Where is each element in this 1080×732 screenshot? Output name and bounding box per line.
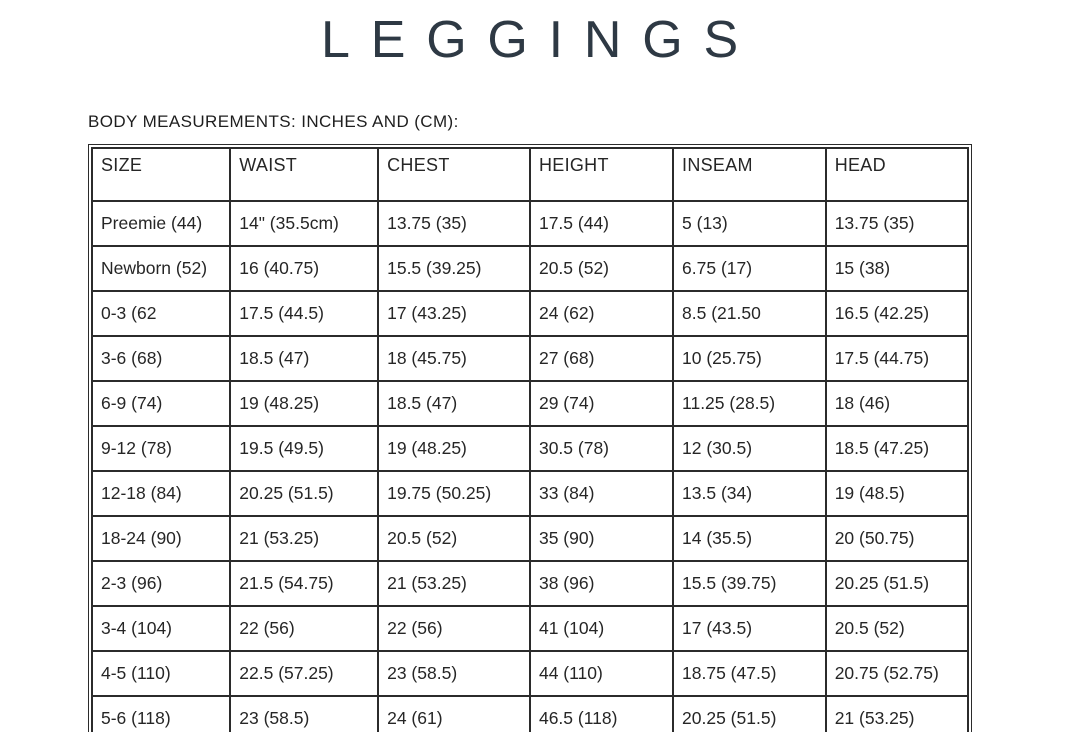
table-cell: 20.25 (51.5)	[673, 696, 826, 732]
table-row	[92, 471, 968, 516]
table-cell: 12 (30.5)	[673, 426, 826, 471]
table-cell: 17.5 (44)	[530, 201, 673, 246]
table-cell: Preemie (44)	[92, 201, 230, 246]
table-cell: 24 (62)	[530, 291, 673, 336]
table-cell: 21 (53.25)	[826, 696, 968, 732]
table-cell: 20.5 (52)	[378, 516, 530, 561]
table-cell: 2-3 (96)	[92, 561, 230, 606]
table-cell: 18 (46)	[826, 381, 968, 426]
table-cell: 21 (53.25)	[378, 561, 530, 606]
table-cell: 20.5 (52)	[826, 606, 968, 651]
table-cell: 18 (45.75)	[378, 336, 530, 381]
table-cell: 19 (48.5)	[826, 471, 968, 516]
table-cell: 30.5 (78)	[530, 426, 673, 471]
column-header: HEIGHT	[530, 148, 673, 201]
table-cell: 21 (53.25)	[230, 516, 378, 561]
table-row	[92, 336, 968, 381]
size-table-head	[92, 148, 968, 201]
table-cell: 21.5 (54.75)	[230, 561, 378, 606]
table-cell: 20.75 (52.75)	[826, 651, 968, 696]
table-cell: 8.5 (21.50	[673, 291, 826, 336]
table-cell: 33 (84)	[530, 471, 673, 516]
table-cell: 6.75 (17)	[673, 246, 826, 291]
table-row	[92, 516, 968, 561]
table-row	[92, 696, 968, 732]
table-row	[92, 291, 968, 336]
table-cell: 17 (43.25)	[378, 291, 530, 336]
table-cell: 22 (56)	[378, 606, 530, 651]
size-table-head-row	[92, 148, 968, 201]
table-cell: 16.5 (42.25)	[826, 291, 968, 336]
table-cell: 46.5 (118)	[530, 696, 673, 732]
table-cell: 0-3 (62	[92, 291, 230, 336]
table-cell: 10 (25.75)	[673, 336, 826, 381]
table-row	[92, 651, 968, 696]
size-table-outer-border	[88, 144, 972, 732]
table-cell: 20.25 (51.5)	[230, 471, 378, 516]
table-cell: 18.5 (47)	[230, 336, 378, 381]
table-cell: 18.5 (47)	[378, 381, 530, 426]
table-row	[92, 246, 968, 291]
table-cell: 35 (90)	[530, 516, 673, 561]
table-cell: 13.75 (35)	[378, 201, 530, 246]
table-cell: 18.75 (47.5)	[673, 651, 826, 696]
table-cell: 24 (61)	[378, 696, 530, 732]
table-row	[92, 201, 968, 246]
table-cell: 27 (68)	[530, 336, 673, 381]
table-cell: 19 (48.25)	[230, 381, 378, 426]
table-cell: 17 (43.5)	[673, 606, 826, 651]
table-cell: Newborn (52)	[92, 246, 230, 291]
column-header: WAIST	[230, 148, 378, 201]
table-cell: 19.5 (49.5)	[230, 426, 378, 471]
table-cell: 44 (110)	[530, 651, 673, 696]
table-cell: 4-5 (110)	[92, 651, 230, 696]
table-cell: 18.5 (47.25)	[826, 426, 968, 471]
table-cell: 15.5 (39.75)	[673, 561, 826, 606]
column-header: INSEAM	[673, 148, 826, 201]
column-header: SIZE	[92, 148, 230, 201]
table-cell: 18-24 (90)	[92, 516, 230, 561]
table-cell: 5-6 (118)	[92, 696, 230, 732]
table-cell: 23 (58.5)	[378, 651, 530, 696]
column-header: CHEST	[378, 148, 530, 201]
page-title: LEGGINGS	[320, 11, 760, 69]
table-cell: 20.5 (52)	[530, 246, 673, 291]
table-row	[92, 381, 968, 426]
size-table-body	[92, 201, 968, 732]
table-cell: 3-6 (68)	[92, 336, 230, 381]
table-cell: 14 (35.5)	[673, 516, 826, 561]
table-cell: 17.5 (44.75)	[826, 336, 968, 381]
column-header: HEAD	[826, 148, 968, 201]
table-cell: 38 (96)	[530, 561, 673, 606]
table-cell: 13.75 (35)	[826, 201, 968, 246]
table-cell: 19.75 (50.25)	[378, 471, 530, 516]
table-cell: 16 (40.75)	[230, 246, 378, 291]
table-cell: 19 (48.25)	[378, 426, 530, 471]
table-cell: 3-4 (104)	[92, 606, 230, 651]
table-cell: 23 (58.5)	[230, 696, 378, 732]
table-cell: 15 (38)	[826, 246, 968, 291]
table-cell: 22 (56)	[230, 606, 378, 651]
table-cell: 5 (13)	[673, 201, 826, 246]
table-cell: 9-12 (78)	[92, 426, 230, 471]
table-cell: 12-18 (84)	[92, 471, 230, 516]
table-cell: 6-9 (74)	[92, 381, 230, 426]
table-cell: 41 (104)	[530, 606, 673, 651]
table-cell: 29 (74)	[530, 381, 673, 426]
table-cell: 20 (50.75)	[826, 516, 968, 561]
size-chart-table	[91, 147, 969, 732]
table-row	[92, 606, 968, 651]
table-cell: 22.5 (57.25)	[230, 651, 378, 696]
table-row	[92, 561, 968, 606]
table-cell: 11.25 (28.5)	[673, 381, 826, 426]
table-row	[92, 426, 968, 471]
table-cell: 17.5 (44.5)	[230, 291, 378, 336]
measurements-subtitle: BODY MEASUREMENTS: INCHES AND (CM):	[88, 112, 459, 131]
table-cell: 20.25 (51.5)	[826, 561, 968, 606]
table-cell: 14" (35.5cm)	[230, 201, 378, 246]
table-cell: 15.5 (39.25)	[378, 246, 530, 291]
table-cell: 13.5 (34)	[673, 471, 826, 516]
